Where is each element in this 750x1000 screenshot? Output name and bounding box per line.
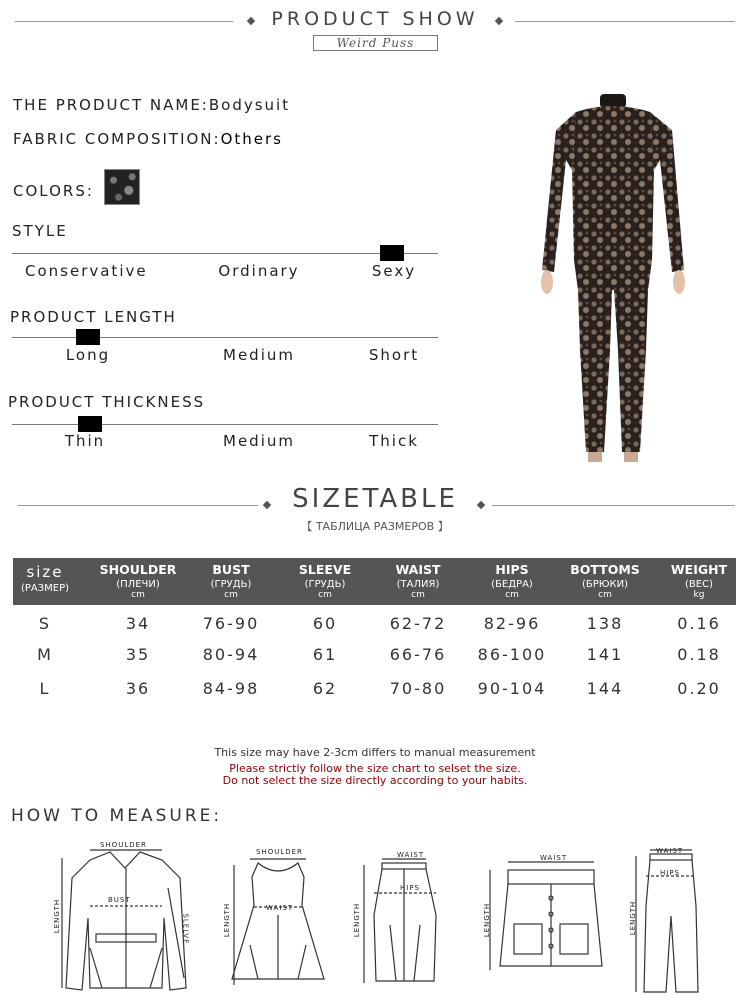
cell-bottoms: 144: [586, 679, 624, 698]
col-size: size (РАЗМЕР): [20, 563, 70, 594]
header-divider-left: [15, 21, 233, 22]
col-sleeve: SLEEVE (ГРУДЬ) cm: [298, 562, 352, 600]
color-swatch-icon[interactable]: [104, 169, 140, 205]
cell-size: S: [38, 614, 52, 633]
cell-hips: 86-100: [477, 645, 547, 664]
cell-sleeve: 60: [312, 614, 338, 633]
cell-waist: 70-80: [389, 679, 447, 698]
length-option-short: Short: [368, 346, 420, 364]
length-option-long: Long: [65, 346, 111, 364]
skirt-waist-label: WAIST: [397, 851, 425, 859]
cell-hips: 82-96: [483, 614, 541, 633]
style-slider-track: [12, 253, 438, 254]
pants-length-label: LENGTH: [629, 900, 638, 936]
skirt-hips-label: HIPS: [400, 884, 420, 892]
col-bust: BUST (ГРУДЬ) cm: [210, 562, 252, 600]
mini-skirt-waist-label: WAIST: [540, 854, 568, 862]
style-label: STYLE: [12, 222, 68, 240]
fabric-label: FABRIC COMPOSITION:: [13, 130, 221, 148]
mini-skirt-measure-diagram-icon: [484, 858, 614, 978]
dress-length-label: LENGTH: [223, 902, 232, 938]
thickness-label: PRODUCT THICKNESS: [8, 393, 206, 411]
length-slider-marker: [76, 329, 100, 345]
warning-note-1: Please strictly follow the size chart to selset the size.: [229, 762, 521, 775]
style-option-conservative: Conservative: [25, 262, 148, 280]
length-label: PRODUCT LENGTH: [10, 308, 177, 326]
cell-hips: 90-104: [477, 679, 547, 698]
brand-label: Weird Puss: [313, 35, 438, 51]
pants-hips-label: HIPS: [660, 869, 680, 877]
cell-size: L: [39, 679, 51, 698]
jacket-length-label: LENGTH: [53, 898, 62, 934]
cell-waist: 62-72: [389, 614, 447, 633]
style-slider-marker: [380, 245, 404, 261]
sizetable-title: SIZETABLE: [292, 484, 458, 514]
fabric-row: [13, 130, 283, 148]
cell-bust: 76-90: [202, 614, 260, 633]
jacket-shoulder-label: SHOULDER: [100, 841, 147, 849]
bodysuit-product-image: [520, 90, 710, 470]
col-waist: WAIST (ТАЛИЯ) cm: [395, 562, 441, 600]
skirt-measure-diagram-icon: [360, 855, 450, 990]
cell-shoulder: 36: [125, 679, 151, 698]
style-option-ordinary: Ordinary: [218, 262, 300, 280]
thickness-slider-marker: [78, 416, 102, 432]
col-shoulder: SHOULDER (ПЛЕЧИ) cm: [99, 562, 177, 600]
jacket-sleeve-label: SLELVE: [181, 913, 190, 945]
cell-shoulder: 34: [125, 614, 151, 633]
colors-label: COLORS:: [13, 182, 94, 200]
sizetable-subtitle: 【 ТАБЛИЦА РАЗМЕРОВ 】: [301, 520, 449, 533]
sizetable-divider-left: [18, 505, 258, 506]
skirt-length-label: LENGTH: [353, 902, 362, 938]
measurement-note: This size may have 2-3cm differs to manual measurement: [214, 746, 536, 759]
jacket-bust-label: BUST: [108, 896, 131, 904]
product-show-title: PRODUCT SHOW: [271, 8, 479, 30]
cell-shoulder: 35: [125, 645, 151, 664]
product-name-row: [13, 96, 290, 114]
col-hips: HIPS (БЕДРА) cm: [491, 562, 533, 600]
cell-sleeve: 61: [312, 645, 338, 664]
cell-size: M: [37, 645, 53, 664]
mini-skirt-length-label: LENGTH: [483, 902, 492, 938]
cell-waist: 66-76: [389, 645, 447, 664]
size-table-header: [13, 558, 736, 605]
cell-bottoms: 138: [586, 614, 624, 633]
thickness-option-thick: Thick: [369, 432, 419, 450]
col-weight: WEIGHT (ВЕС) kg: [670, 562, 728, 600]
header-divider-right: [515, 21, 735, 22]
product-name-value: Bodysuit: [208, 96, 291, 114]
cell-bust: 80-94: [202, 645, 260, 664]
dress-measure-diagram-icon: [228, 855, 328, 990]
cell-sleeve: 62: [312, 679, 338, 698]
cell-weight: 0.20: [677, 679, 721, 698]
cell-bottoms: 141: [586, 645, 624, 664]
sizetable-divider-right: [492, 505, 735, 506]
dress-waist-label: WAIST: [266, 904, 294, 912]
length-option-medium: Medium: [223, 346, 295, 364]
thickness-option-medium: Medium: [223, 432, 295, 450]
thickness-option-thin: Thin: [64, 432, 106, 450]
product-name-label: THE PRODUCT NAME:: [13, 96, 209, 114]
col-bottoms: BOTTOMS (БРЮКИ) cm: [570, 562, 640, 600]
how-to-measure-title: HOW TO MEASURE:: [11, 806, 223, 826]
style-option-sexy: Sexy: [371, 262, 417, 280]
jacket-measure-diagram-icon: [50, 838, 200, 998]
cell-bust: 84-98: [202, 679, 260, 698]
dress-shoulder-label: SHOULDER: [256, 848, 303, 856]
pants-waist-label: WAIST: [656, 847, 684, 855]
warning-note-2: Do not select the size directly according to your habits.: [222, 774, 528, 787]
thickness-slider-track: [12, 424, 438, 425]
cell-weight: 0.18: [677, 645, 721, 664]
cell-weight: 0.16: [677, 614, 721, 633]
fabric-value: Others: [220, 130, 283, 148]
